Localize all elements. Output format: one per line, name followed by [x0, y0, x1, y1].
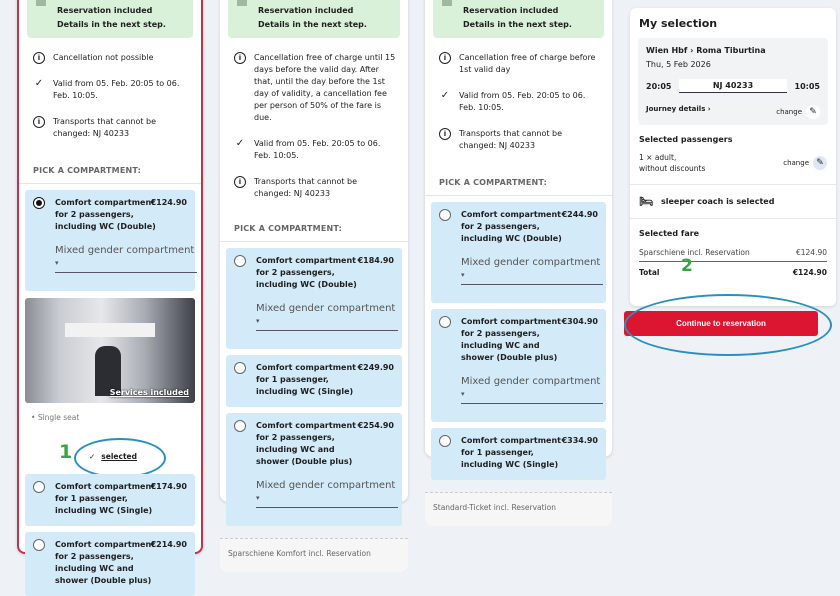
radio-button[interactable] — [439, 209, 451, 221]
info-icon: i — [234, 176, 246, 188]
radio-button[interactable] — [33, 481, 45, 493]
travel-date: Thu, 5 Feb 2026 — [646, 60, 711, 69]
reservation-included-title: Reservation included — [57, 6, 153, 15]
fare-title: Selected fare — [639, 229, 700, 238]
route: Wien Hbf › Roma Tiburtina — [646, 46, 766, 55]
compartment-title: Comfort compartment for 2 passengers, including WC and shower (Double plus) — [461, 317, 561, 362]
services-included-link[interactable]: Services included — [109, 388, 189, 397]
reservation-included-box — [433, 0, 604, 38]
info-item — [19, 116, 201, 140]
caret-down-icon: ▾ — [55, 259, 59, 267]
passengers-title: Selected passengers — [639, 135, 733, 144]
caret-down-icon: ▾ — [256, 494, 260, 502]
bed-icon: 🛏 — [639, 195, 653, 208]
compartment-option[interactable] — [25, 532, 195, 596]
departure-time: 20:05 — [646, 81, 672, 91]
compartment-title: Comfort compartment for 2 passengers, including WC (Double) — [461, 210, 562, 243]
fare-column-standard — [425, 0, 612, 512]
info-text: Transports that cannot be changed: NJ 40233 — [459, 129, 563, 150]
reservation-included-title: Reservation included — [463, 6, 559, 15]
gender-value: Mixed gender compartment — [256, 303, 396, 314]
change-label: change — [783, 159, 809, 167]
passengers-section — [630, 125, 836, 185]
compartment-option[interactable] — [226, 355, 402, 407]
checkbox-icon — [36, 0, 46, 6]
info-item — [220, 176, 408, 200]
passengers-discount: without discounts — [639, 164, 706, 173]
compartment-price: €244.90 — [561, 210, 598, 219]
checkbox-icon — [237, 0, 247, 6]
info-item — [220, 138, 408, 162]
pencil-icon: ✎ — [806, 105, 820, 119]
reservation-included-title: Reservation included — [258, 6, 354, 15]
radio-button[interactable] — [234, 420, 246, 432]
compartment-title: Comfort compartment for 2 passengers, including WC and shower (Double plus) — [55, 540, 155, 585]
compartment-title: Comfort compartment for 1 passenger, including WC (Single) — [55, 482, 155, 515]
gender-dropdown[interactable] — [256, 303, 398, 331]
train-number: NJ 40233 — [679, 79, 786, 93]
fare-name-footer: Standard-Ticket incl. Reservation — [425, 492, 612, 526]
compartment-title: Comfort compartment for 1 passenger, including WC (Single) — [256, 363, 356, 396]
pick-compartment-label: PICK A COMPARTMENT: — [19, 140, 201, 184]
gender-dropdown[interactable] — [461, 257, 603, 285]
info-item — [220, 52, 408, 124]
gender-value: Mixed gender compartment — [461, 257, 601, 268]
info-text: Cancellation free of charge until 15 days before the valid day. After that, until the day before the 1st day of validity, a cancellation fee per person of 50% of the fare is due. — [254, 53, 396, 122]
pick-compartment-label: PICK A COMPARTMENT: — [220, 200, 408, 242]
caret-down-icon: ▾ — [461, 271, 465, 279]
compartment-option[interactable] — [25, 190, 195, 291]
change-label: change — [776, 108, 802, 116]
info-item — [19, 52, 201, 64]
check-icon: ✓ — [440, 90, 450, 101]
gender-dropdown[interactable] — [55, 245, 197, 273]
reservation-details-note: Details in the next step. — [258, 20, 367, 29]
selected-row — [19, 422, 201, 468]
compartment-price: €249.90 — [357, 363, 394, 372]
check-icon: ✓ — [89, 452, 96, 461]
info-item — [425, 128, 612, 152]
info-icon: i — [439, 128, 451, 140]
reservation-included-box — [27, 0, 193, 38]
gender-dropdown[interactable] — [461, 376, 603, 404]
annotation-number: 2 — [681, 256, 693, 276]
radio-button[interactable] — [439, 316, 451, 328]
compartment-photo — [25, 298, 195, 403]
radio-button[interactable] — [33, 539, 45, 551]
change-journey-button[interactable] — [776, 105, 820, 119]
info-text: Cancellation free of charge before 1st valid day — [459, 53, 596, 74]
reservation-details-note: Details in the next step. — [463, 20, 572, 29]
feature-text: Single seat — [37, 413, 80, 422]
sleeper-text: sleeper coach is selected — [660, 197, 775, 206]
info-text: Valid from 05. Feb. 20:05 to 06. Feb. 10:05. — [254, 139, 381, 160]
passengers-count: 1 × adult, — [639, 153, 677, 162]
compartment-option[interactable] — [226, 413, 402, 526]
info-item — [425, 52, 612, 76]
info-text: Valid from 05. Feb. 20:05 to 06. Feb. 10:05. — [459, 91, 586, 112]
gender-dropdown[interactable] — [256, 480, 398, 508]
info-text: Cancellation not possible — [53, 53, 154, 62]
info-item — [19, 78, 201, 102]
pick-compartment-label: PICK A COMPARTMENT: — [425, 152, 612, 196]
fare-name: Sparschiene incl. Reservation — [639, 248, 750, 257]
caret-down-icon: ▾ — [256, 317, 260, 325]
reservation-included-box — [228, 0, 400, 38]
compartment-price: €254.90 — [357, 421, 394, 430]
compartment-price: €124.90 — [150, 198, 187, 207]
compartment-option[interactable] — [226, 248, 402, 349]
compartment-price: €334.90 — [561, 436, 598, 445]
fare-column-sparschiene — [17, 0, 203, 585]
pencil-icon: ✎ — [813, 156, 827, 170]
compartment-title: Comfort compartment for 2 passengers, including WC (Double) — [256, 256, 357, 289]
compartment-option[interactable] — [25, 474, 195, 526]
compartment-title: Comfort compartment for 2 passengers, including WC (Double) — [55, 198, 156, 231]
compartment-option[interactable] — [431, 202, 606, 303]
info-icon: i — [439, 52, 451, 64]
compartment-price: €214.90 — [150, 540, 187, 549]
annotation-number: 1 — [59, 441, 73, 463]
radio-button[interactable] — [234, 362, 246, 374]
total-label: Total — [639, 268, 660, 277]
check-icon: ✓ — [235, 138, 245, 149]
check-icon: ✓ — [34, 78, 44, 89]
my-selection-panel — [630, 8, 836, 306]
reservation-details-note: Details in the next step. — [57, 20, 166, 29]
compartment-price: €174.90 — [150, 482, 187, 491]
info-item — [425, 90, 612, 114]
gender-value: Mixed gender compartment — [256, 480, 396, 491]
compartment-price: €184.90 — [357, 256, 394, 265]
fare-price: €124.90 — [795, 248, 827, 257]
journey-box — [638, 38, 828, 125]
fare-section — [630, 219, 836, 287]
selected-indicator[interactable] — [89, 452, 137, 461]
info-text: Transports that cannot be changed: NJ 40233 — [53, 117, 157, 138]
info-icon: i — [33, 116, 45, 128]
info-icon: i — [33, 52, 45, 64]
radio-button[interactable] — [234, 255, 246, 267]
selection-title: My selection — [639, 17, 718, 30]
compartment-option[interactable] — [431, 428, 606, 480]
gender-value: Mixed gender compartment — [55, 245, 195, 256]
change-passengers-button[interactable] — [783, 156, 827, 170]
arrival-time: 10:05 — [794, 81, 820, 91]
compartment-option[interactable] — [431, 309, 606, 422]
fare-name-footer: Sparschiene Komfort incl. Reservation — [220, 538, 408, 572]
gender-value: Mixed gender compartment — [461, 376, 601, 387]
radio-button[interactable] — [33, 197, 45, 209]
journey-details-link[interactable]: Journey details › — [646, 105, 711, 113]
annotation-ellipse — [624, 294, 832, 356]
bunk-shape — [65, 323, 155, 337]
info-text: Transports that cannot be changed: NJ 40233 — [254, 177, 358, 198]
total-price: €124.90 — [792, 268, 827, 277]
feature-bullet: • Single seat — [31, 413, 80, 422]
selected-label: selected — [101, 452, 137, 461]
compartment-price: €304.90 — [561, 317, 598, 326]
radio-button[interactable] — [439, 435, 451, 447]
fare-column-sparschiene-komfort — [220, 0, 408, 558]
info-icon: i — [234, 52, 246, 64]
caret-down-icon: ▾ — [461, 390, 465, 398]
sleeper-section — [630, 185, 836, 219]
compartment-title: Comfort compartment for 1 passenger, including WC (Single) — [461, 436, 561, 469]
info-text: Valid from 05. Feb. 20:05 to 06. Feb. 10:05. — [53, 79, 180, 100]
checkbox-icon — [442, 0, 452, 6]
compartment-title: Comfort compartment for 2 passengers, including WC and shower (Double plus) — [256, 421, 356, 466]
continue-to-reservation-button[interactable]: Continue to reservation — [624, 311, 818, 336]
